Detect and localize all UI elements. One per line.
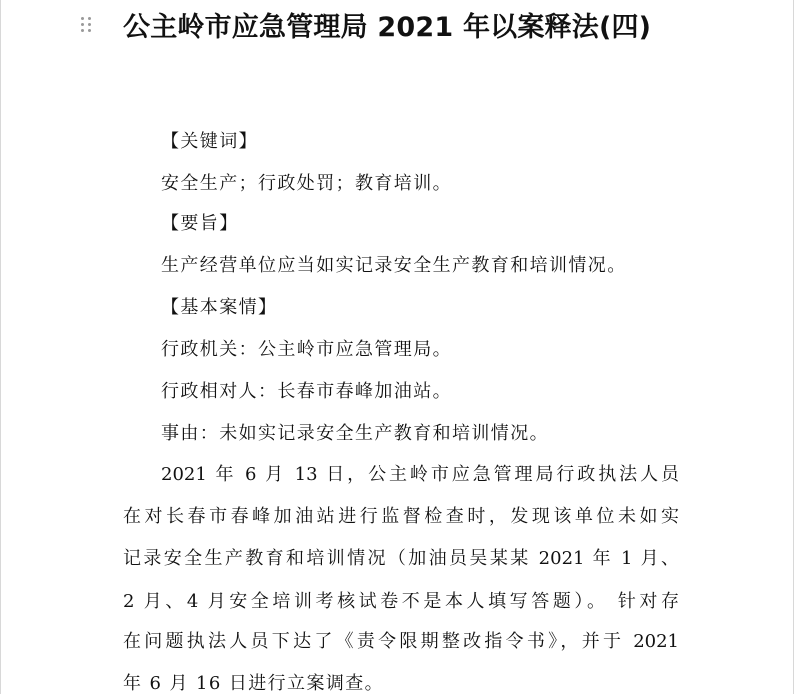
paragraph-case-line-5: 在问题执法人员下达了《责令限期整改指令书》，并于 2021	[123, 631, 679, 652]
document-title[interactable]: 公主岭市应急管理局 2021 年以案释法(四)	[123, 12, 652, 43]
paragraph-case-line-2: 在对长春市春峰加油站进行监督检查时，发现该单位未如实	[123, 506, 679, 527]
paragraph-counterparty: 行政相对人：长春市春峰加油站。	[161, 381, 452, 402]
paragraph-cause: 事由：未如实记录安全生产教育和培训情况。	[161, 423, 549, 444]
heading-summary: 【要旨】	[161, 213, 239, 234]
heading-keywords: 【关键词】	[161, 131, 258, 152]
paragraph-case-line-4: 2 月、4 月安全培训考核试卷不是本人填写答题）。 针对存	[123, 591, 679, 612]
paragraph-case-line-3: 记录安全生产教育和培训情况（加油员吴某某 2021 年 1 月、	[123, 548, 679, 569]
paragraph-case-line-6: 年 6 月 16 日进行立案调查。	[123, 673, 385, 694]
paragraph-case-line-1: 2021 年 6 月 13 日，公主岭市应急管理局行政执法人员	[161, 464, 679, 485]
paragraph-keywords: 安全生产；行政处罚；教育培训。	[161, 173, 452, 194]
drag-handle-icon[interactable]	[81, 17, 93, 35]
paragraph-administrative-agency: 行政机关：公主岭市应急管理局。	[161, 339, 452, 360]
heading-case-facts: 【基本案情】	[161, 297, 278, 318]
paragraph-summary: 生产经营单位应当如实记录安全生产教育和培训情况。	[161, 255, 627, 276]
